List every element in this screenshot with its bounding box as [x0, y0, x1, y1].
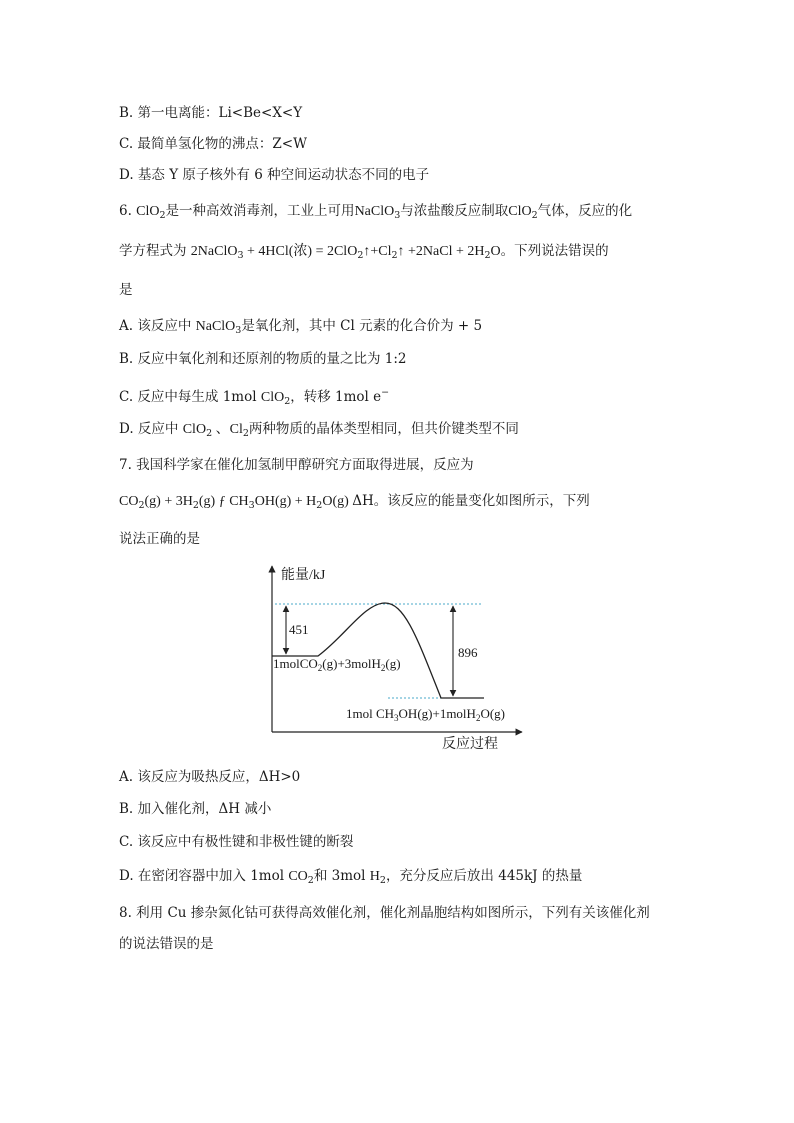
q7-stem-line2: $CO_2(g) + 3H_2(g)$ ƒ $CH_3OH(g) + H_2O(g)$ ΔH。该反应的能量变化如图所示，下列: [119, 493, 590, 511]
q5-option-d: D. 基态 Y 原子核外有 6 种空间运动状态不同的电子: [119, 167, 430, 183]
q6-option-a: A. 该反应中 NaClO$_3$是氧化剂，其中 Cl 元素的化合价为 + 5: [119, 318, 483, 336]
reactants-label: 1molCO$_2$(g)+3molH$_2$(g): [273, 656, 401, 673]
q7-stem-line3: 说法正确的是: [119, 531, 200, 547]
q6-option-c: C. 反应中每生成 1mol ClO$_2$，转移 1mol e−: [119, 387, 390, 407]
q6-stem-line1: 6. ClO$_2$是一种高效消毒剂，工业上可用NaClO$_3$与浓盐酸反应制取ClO$_2$气体，反应的化: [119, 203, 633, 221]
q7-option-c: C. 该反应中有极性键和非极性键的断裂: [119, 834, 354, 850]
q6-stem-line3: 是: [119, 282, 133, 298]
q8-stem-line1: 8. 利用 Cu 掺杂氮化钴可获得高效催化剂，催化剂晶胞结构如图所示，下列有关该催化剂: [119, 905, 650, 921]
q5-option-c: C. 最简单氢化物的沸点：Z<W: [119, 136, 307, 152]
q5-option-b: B. 第一电离能：Li<Be<X<Y: [119, 105, 303, 121]
products-label: 1mol $CH_3OH(g)+1molH_2O(g)$: [346, 706, 505, 723]
q8-stem-line2: 的说法错误的是: [119, 936, 214, 952]
q7-option-b: B. 加入催化剂，ΔH 减小: [119, 801, 272, 817]
x-axis-label: 反应过程: [442, 737, 498, 752]
y-axis-label: 能量/kJ: [281, 568, 326, 583]
q6-option-b: B. 反应中氧化剂和还原剂的物质的量之比为 1:2: [119, 351, 407, 367]
q6-option-d: D. 反应中 ClO$_2$ 、$Cl_2$两种物质的晶体类型相同，但共价键类型不同: [119, 421, 519, 439]
label-451: 451: [289, 622, 309, 637]
label-896: 896: [458, 645, 478, 660]
q7-stem-line1: 7. 我国科学家在催化加氢制甲醇研究方面取得进展，反应为: [119, 457, 474, 473]
q7-option-a: A. 该反应为吸热反应，ΔH>0: [119, 769, 301, 785]
q6-stem-line2: 学方程式为 2NaClO$_3$ + 4HCl(浓) = $2ClO_2↑+Cl_2↑$ +2NaCl + $2H_2O$。下列说法错误的: [119, 243, 609, 261]
energy-curve: [272, 603, 484, 698]
q7-option-d: D. 在密闭容器中加入 1mol $CO_2$和 3mol $H_2$，充分反应后放出 445kJ 的热量: [119, 868, 583, 886]
